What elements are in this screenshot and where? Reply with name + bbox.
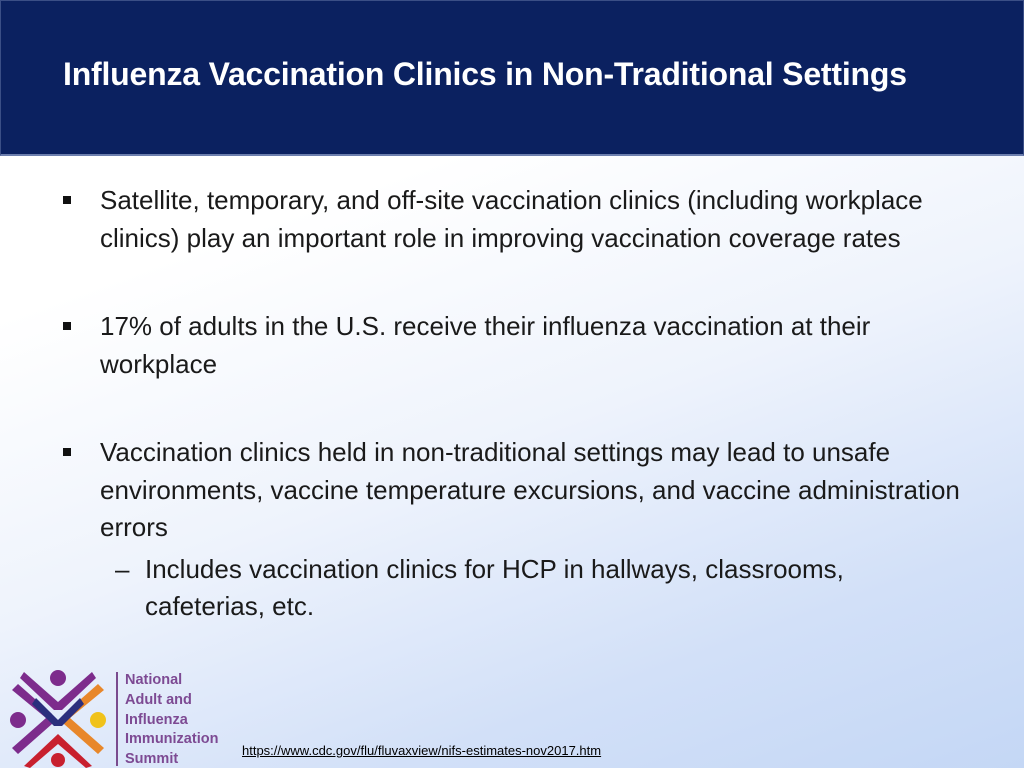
people-emblem-icon [6, 668, 112, 768]
title-bar [0, 0, 1024, 156]
dash-bullet-icon: – [115, 553, 130, 584]
logo-text-line: Immunization [125, 731, 219, 748]
bullet-item [62, 308, 962, 383]
logo-divider [116, 672, 118, 766]
bullet-item [62, 182, 962, 257]
bullet-list [62, 182, 962, 547]
slide-title: Influenza Vaccination Clinics in Non-Traditional Settings [63, 56, 907, 92]
bullet-text: Satellite, temporary, and off-site vaccination clinics (including workplace clinics) play an important role in improving vaccination coverage rates [100, 185, 923, 253]
sub-bullet-text: Includes vaccination clinics for HCP in hallways, classrooms, cafeterias, etc. [145, 553, 844, 621]
logo-text-line: Influenza [125, 711, 188, 728]
bullet-text: Vaccination clinics held in non-traditional settings may lead to unsafe environments, vaccine temperature excursions, and vaccine administration errors [100, 437, 960, 542]
square-bullet-icon [63, 448, 71, 456]
square-bullet-icon [63, 196, 71, 204]
logo-text-line: Adult and [125, 691, 192, 708]
logo-text-line: Summit [125, 751, 179, 768]
square-bullet-icon [63, 322, 71, 330]
logo-wordmark [125, 671, 218, 770]
summit-logo [6, 668, 226, 768]
bullet-text: 17% of adults in the U.S. receive their influenza vaccination at their workplace [100, 311, 871, 379]
logo-text-line: National [125, 672, 183, 688]
sub-bullet-item [115, 551, 935, 626]
source-link[interactable]: https://www.cdc.gov/flu/fluvaxview/nifs-estimates-nov2017.htm [242, 743, 602, 758]
bullet-item [62, 434, 962, 547]
